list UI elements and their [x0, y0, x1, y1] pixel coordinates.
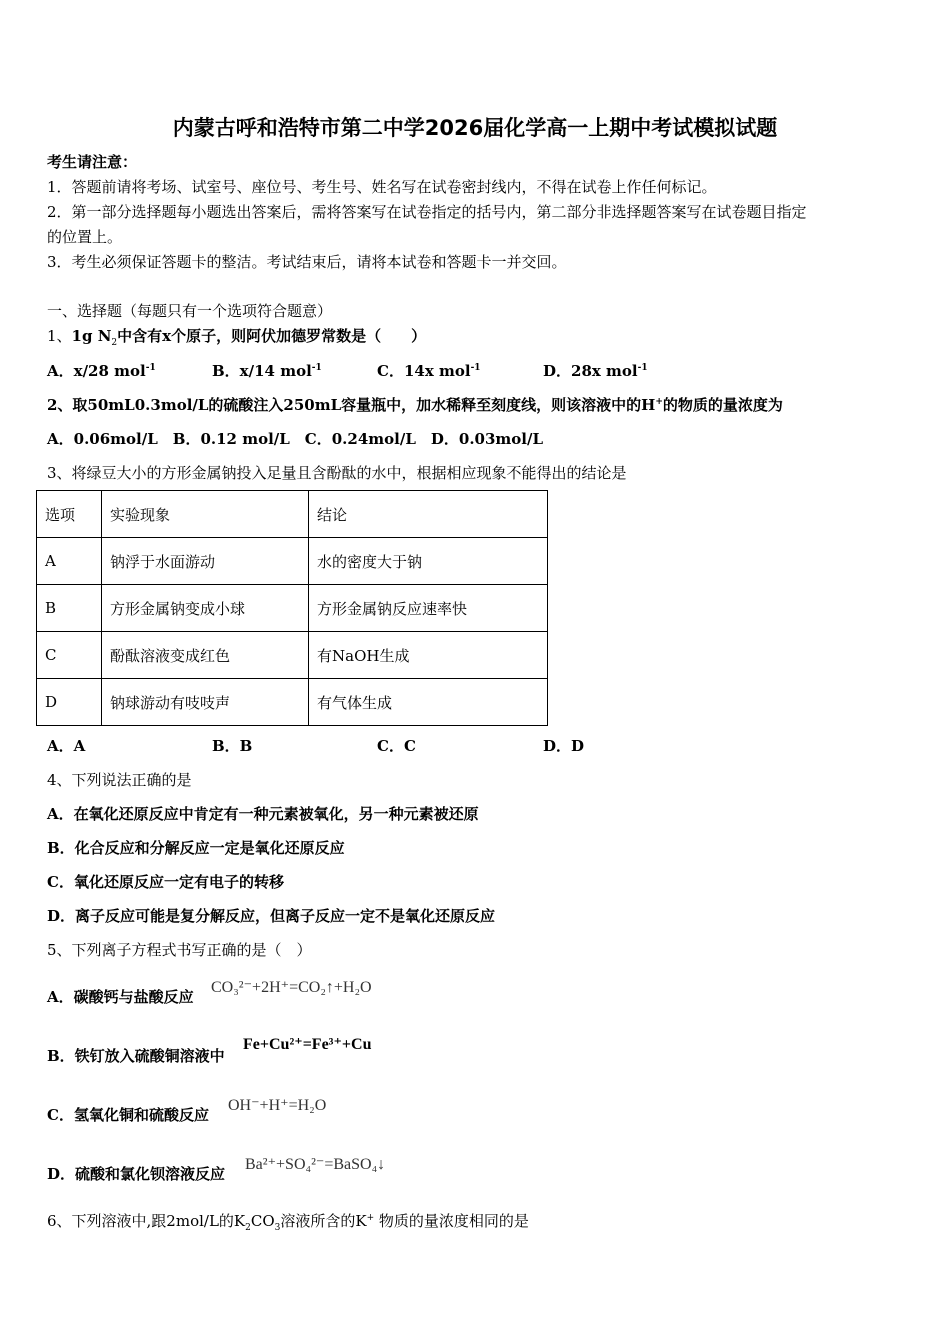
q3-option-c: C．C	[377, 737, 416, 755]
q2-options: A．0.06mol/L B．0.12 mol/L C．0.24mol/L D．0.03mol/L	[47, 430, 544, 448]
question-2: 2、取50mL0.3mol/L的硫酸注入250mL容量瓶中，加水稀释至刻度线，则该溶液中的H+的物质的量浓度为	[47, 396, 783, 414]
question-6: 6、下列溶液中,跟2mol/L的$K_2CO_3$溶液所含的K+ 物质的量浓度相同的是	[47, 1212, 529, 1233]
q1-option-c: C．14x mol$^{-1}$	[377, 362, 481, 380]
question-3: 3、将绿豆大小的方形金属钠投入足量且含酚酞的水中，根据相应现象不能得出的结论是	[47, 464, 627, 482]
question-1	[47, 326, 426, 346]
page-title: 内蒙古呼和浩特市第二中学2026届化学高一上期中考试模拟试题	[172, 116, 778, 140]
q5-option-d: D．硫酸和氯化钡溶液反应	[47, 1165, 226, 1183]
notice-item-2-cont: 的位置上。	[47, 228, 123, 246]
table-cell: 有气体生成	[309, 679, 548, 726]
table-cell: 方形金属钠变成小球	[102, 585, 309, 632]
table-cell: B	[37, 585, 102, 632]
q5-equation-a: CO₃²⁻+2H⁺=CO₂↑+H₂O	[211, 979, 372, 996]
q5-equation-c: OH⁻+H⁺=H₂O	[228, 1097, 327, 1114]
q5-option-c: C．氢氧化铜和硫酸反应	[47, 1106, 209, 1124]
table-cell: 酚酞溶液变成红色	[102, 632, 309, 679]
q3-option-d: D．D	[543, 737, 585, 755]
table-header-row	[37, 491, 548, 538]
notice-item-2: 2．第一部分选择题每小题选出答案后，需将答案写在试卷指定的括号内，第二部分非选择题答案写在试卷题目指定	[47, 203, 807, 221]
q5-option-a: A．碳酸钙与盐酸反应	[47, 988, 194, 1006]
table-cell: 钠球游动有吱吱声	[102, 679, 309, 726]
q1-num: 1、	[47, 327, 72, 345]
q5-equation-d: Ba²⁺+SO₄²⁻=BaSO₄↓	[245, 1156, 386, 1173]
notice-item-3: 3．考生必须保证答题卡的整洁。考试结束后，请将本试卷和答题卡一并交回。	[47, 253, 567, 271]
table-cell: C	[37, 632, 102, 679]
q1-text-a: 1g N	[71, 327, 112, 345]
table-header-cell: 选项	[37, 491, 102, 538]
table-row	[37, 538, 548, 585]
table-cell: D	[37, 679, 102, 726]
question-5: 5、下列离子方程式书写正确的是（ ）	[47, 941, 312, 959]
q4-option-a: A．在氧化还原反应中肯定有一种元素被氧化，另一种元素被还原	[47, 805, 479, 823]
table-row	[37, 679, 548, 726]
notice-item-1: 1．答题前请将考场、试室号、座位号、考生号、姓名写在试卷密封线内，不得在试卷上作任何标记。	[47, 178, 717, 196]
table-cell: 水的密度大于钠	[309, 538, 548, 585]
table-row	[37, 585, 548, 632]
q1-option-b: B．x/14 mol$^{-1}$	[212, 362, 322, 380]
q1-option-d: D．28x mol$^{-1}$	[543, 362, 648, 380]
q1-option-a: A．x/28 mol$^{-1}$	[47, 362, 156, 380]
q5-equation-b: Fe+Cu²⁺=Fe³⁺+Cu	[243, 1036, 372, 1053]
q1-sub: 2	[111, 338, 118, 348]
q4-option-c: C．氧化还原反应一定有电子的转移	[47, 873, 284, 891]
table-header-cell: 实验现象	[102, 491, 309, 538]
table-cell: 有NaOH生成	[309, 632, 548, 679]
table-cell: 方形金属钠反应速率快	[309, 585, 548, 632]
table-cell: 钠浮于水面游动	[102, 538, 309, 585]
table-header-cell: 结论	[309, 491, 548, 538]
q4-option-d: D．离子反应可能是复分解反应，但离子反应一定不是氧化还原反应	[47, 907, 496, 925]
table-row	[37, 632, 548, 679]
q3-option-b: B．B	[212, 737, 253, 755]
q3-option-a: A．A	[47, 737, 86, 755]
q4-option-b: B．化合反应和分解反应一定是氧化还原反应	[47, 839, 345, 857]
q1-text-b: 中含有x个原子，则阿伏加德罗常数是（ ）	[117, 327, 427, 345]
question-4: 4、下列说法正确的是	[47, 771, 192, 789]
q5-option-b: B．铁钉放入硫酸铜溶液中	[47, 1047, 225, 1065]
table-cell: A	[37, 538, 102, 585]
section-heading: 一、选择题（每题只有一个选项符合题意）	[47, 302, 333, 320]
notice-heading: 考生请注意：	[47, 153, 138, 171]
q3-table	[36, 490, 548, 726]
